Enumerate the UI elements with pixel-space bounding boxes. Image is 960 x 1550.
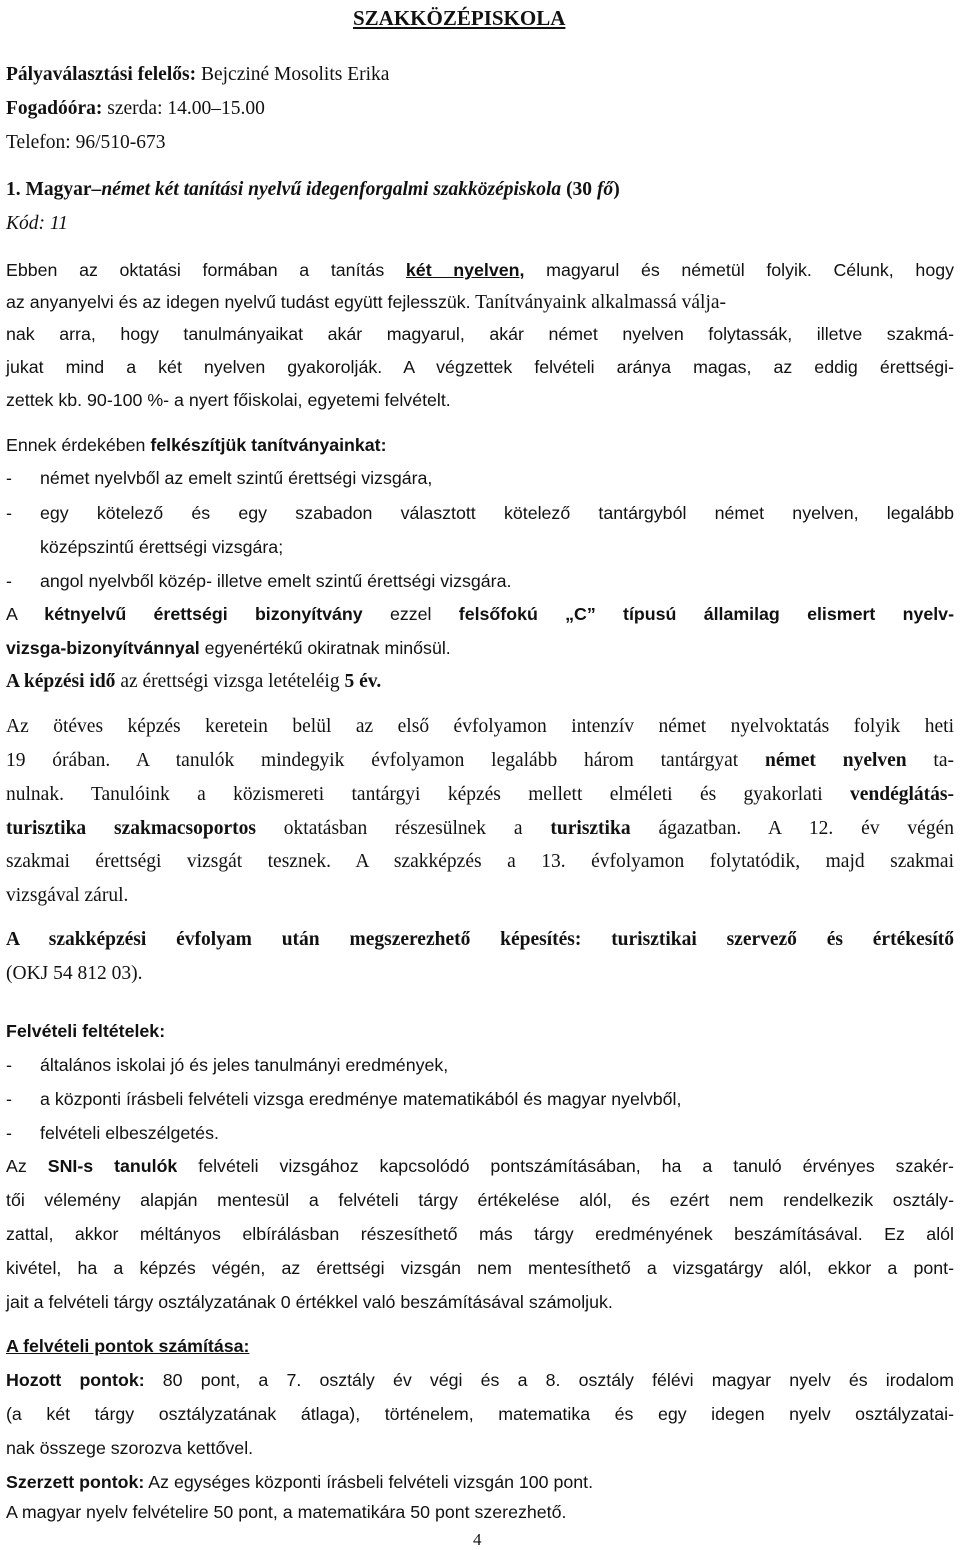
cert-line-2: vizsga-bizonyítvánnyal egyenértékű okiratnak minősül. <box>6 638 451 658</box>
page-number: 4 <box>473 1530 482 1549</box>
points-last: A magyar nyelv felvételire 50 pont, a matematikára 50 pont szerezhető. <box>6 1502 567 1522</box>
prep-item-2: - egy kötelező és egy szabadon választott kötelező tantárgyból német nyelven, legalább <box>6 503 954 523</box>
prep-lead: Ennek érdekében felkészítjük tanítványainkat: <box>6 435 387 455</box>
intro-line-5: zettek kb. 90-100 %- a nyert főiskolai, egyetemi felvételt. <box>6 390 451 410</box>
contact-hours: Fogadóóra: szerda: 14.00–15.00 <box>6 98 265 119</box>
prep-item-2-cont: középszintű érettségi vizsgára; <box>40 537 284 557</box>
cert-line-1: A kétnyelvű érettségi bizonyítvány ezzel felsőfokú „C” típusú államilag elismert nyelv- <box>6 604 954 624</box>
qualification-line-1: A szakképzési évfolyam után megszerezhető képesítés: turisztikai szervező és értékesítő <box>6 929 954 950</box>
contact-responsible: Pályaválasztási felelős: Bejcziné Mosolits Erika <box>6 64 390 85</box>
training-line-5: szakmai érettségi vizsgát tesznek. A szakképzés a 13. évfolyamon folytatódik, majd szakmai <box>6 851 954 872</box>
training-line-2: 19 órában. A tanulók mindegyik évfolyamon legalább három tantárgyat német nyelven ta- <box>6 750 955 771</box>
training-line-4: turisztika szakmacsoportos oktatásban részesülnek a turisztika ágazatban. A 12. év végén <box>6 818 954 839</box>
points-hozott-2: (a két tárgy osztályzatának átlaga), történelem, matematika és egy idegen nyelv osztályzatai- <box>6 1404 954 1424</box>
sni-line-4: kivétel, ha a képzés végén, az érettségi vizsgán nem mentesíthető a vizsgatárgy alól, ekkor a pont- <box>6 1258 954 1278</box>
program-code: Kód: 11 <box>6 213 68 234</box>
page-heading: SZAKKÖZÉPISKOLA <box>353 6 566 30</box>
training-duration: A képzési idő az érettségi vizsga letételéig 5 év. <box>6 671 382 692</box>
sni-line-2: tői vélemény alapján mentesül a felvételi tárgy értékelése alól, és ezért nem rendelkezik osztály- <box>6 1190 954 1210</box>
admission-item-3: - felvételi elbeszélgetés. <box>6 1123 219 1143</box>
prep-item-1: - német nyelvből az emelt szintű érettségi vizsgára, <box>6 468 433 488</box>
training-line-6: vizsgával zárul. <box>6 885 129 906</box>
sni-line-5: jait a felvételi tárgy osztályzatának 0 értékkel való beszámításával számoljuk. <box>6 1292 613 1312</box>
points-hozott-1: Hozott pontok: 80 pont, a 7. osztály év végi és a 8. osztály félévi magyar nyelv és irodalom <box>6 1370 954 1390</box>
prep-item-3: - angol nyelvből közép- illetve emelt szintű érettségi vizsgára. <box>6 571 512 591</box>
intro-line-3: nak arra, hogy tanulmányaikat akár magyarul, akár német nyelven folytassák, illetve szakmá- <box>6 324 954 344</box>
training-line-3: nulnak. Tanulóink a közismereti tantárgyi képzés mellett elméleti és gyakorlati vendéglátás- <box>6 784 954 805</box>
sni-line-3: zattal, akkor méltányos elbírálásban részesíthető más tárgy eredményének beszámításával. Ez alól <box>6 1224 954 1244</box>
sni-line-1: Az SNI-s tanulók felvételi vizsgához kapcsolódó pontszámításában, ha a tanuló érvényes szakér- <box>6 1156 954 1176</box>
admission-title: Felvételi feltételek: <box>6 1021 166 1041</box>
program-title: 1. Magyar–német két tanítási nyelvű idegenforgalmi szakközépiskola (30 fő) <box>6 179 620 200</box>
points-hozott-3: nak összege szorozva kettővel. <box>6 1438 254 1458</box>
contact-phone: Telefon: 96/510-673 <box>6 132 166 153</box>
admission-item-2: - a központi írásbeli felvételi vizsga eredménye matematikából és magyar nyelvből, <box>6 1089 682 1109</box>
points-szerzett: Szerzett pontok: Az egységes központi írásbeli felvételi vizsgán 100 pont. <box>6 1472 594 1492</box>
qualification-line-2: (OKJ 54 812 03). <box>6 963 143 984</box>
intro-line-4: jukat mind a két nyelven gyakorolják. A végzettek felvételi aránya magas, az eddig érettségi- <box>6 357 954 377</box>
admission-item-1: - általános iskolai jó és jeles tanulmányi eredmények, <box>6 1055 449 1075</box>
intro-line-2: az anyanyelvi és az idegen nyelvű tudást együtt fejlesszük. Tanítványaink alkalmassá válja- <box>6 292 727 313</box>
training-line-1: Az ötéves képzés keretein belül az első évfolyamon intenzív német nyelvoktatás folyik heti <box>6 716 954 737</box>
intro-line-1: Ebben az oktatási formában a tanítás két nyelven, magyarul és németül folyik. Célunk, hogy <box>6 260 954 280</box>
points-title: A felvételi pontok számítása: <box>6 1336 250 1356</box>
